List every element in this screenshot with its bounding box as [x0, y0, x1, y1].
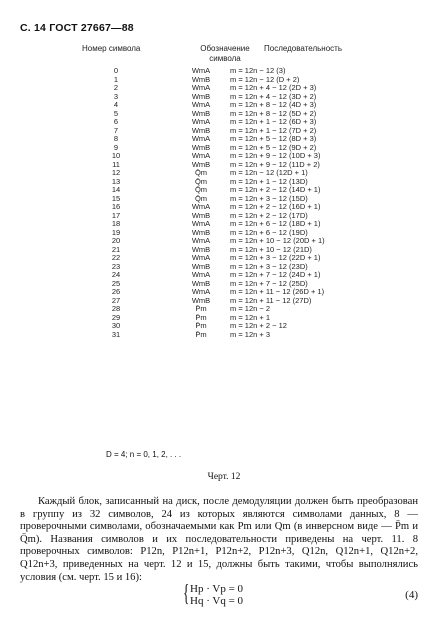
symbol-sequence-cell: m = 12n + 2 − 12: [230, 321, 287, 330]
symbol-sequence-cell: m = 12n + 1 − 12 (6D + 3): [230, 117, 317, 126]
symbol-number-cell: 30: [111, 321, 121, 330]
column-header-number: Номер символа: [82, 44, 141, 53]
symbol-number-cell: 19: [111, 227, 121, 237]
symbol-designation-cell: P̄m: [195, 329, 207, 339]
body-paragraph: Каждый блок, записанный на диск, после демодуляции должен быть преобразован в группу из 32 символов, 24 из которых являются символами данных, 8 — проверочными символами, обозначаемыми как Pm или Qm (в инверсном виде — P̄m и Q̄m). Названия символов и их последовательности приведены на черт. 11. 8 проверочных символов: P12n, P12n+1, P12n+2, P12n+3, Q12n, Q12n+1, Q12n+2, Q12n+3, приведенных на черт. 12 и 15, должны быть такими, чтобы выполнялись условия (см. черт. 15 и 16):: [20, 496, 418, 583]
symbol-number-cell: 22: [111, 253, 121, 262]
equation-number: (4): [405, 589, 418, 601]
symbol-sequence-cell: m = 12n + 2 − 12 (17D): [230, 210, 308, 220]
symbol-number-cell: 12: [111, 168, 121, 177]
symbol-designation-cell: WmB: [191, 91, 211, 101]
symbol-sequence-cell: m = 12n + 11 − 12 (26D + 1): [230, 287, 325, 296]
symbol-number-cell: 24: [111, 270, 121, 279]
symbol-number-cell: 6: [113, 117, 119, 126]
symbol-sequence-cell: m = 12n + 2 − 12 (14D + 1): [230, 185, 321, 194]
column-header-symbol: Обозначение символа: [200, 44, 250, 63]
symbol-designation-cell: WmA: [191, 270, 211, 279]
symbol-number-cell: 4: [113, 100, 119, 109]
symbol-sequence-cell: m = 12n + 3 − 12 (23D): [230, 261, 308, 271]
symbol-designation-cell: WmB: [191, 244, 211, 254]
symbol-number-cell: 21: [111, 244, 121, 254]
symbol-sequence-cell: m = 12n + 10 − 12 (20D + 1): [230, 236, 325, 245]
formula-system: [183, 581, 244, 607]
symbol-designation-cell: Q̄m: [194, 193, 208, 203]
formula-line-1: Hp · Vp = 0: [190, 583, 244, 595]
symbol-sequence-cell: m = 12n + 5 − 12 (9D + 2): [230, 142, 317, 152]
symbol-designation-cell: P̄m: [195, 312, 207, 322]
symbol-designation-cell: WmB: [191, 295, 211, 305]
symbol-number-cell: 13: [111, 176, 121, 186]
symbol-sequence-cell: m = 12n + 5 − 12 (8D + 3): [230, 134, 317, 143]
symbol-number-cell: 26: [111, 287, 121, 296]
symbol-sequence-cell: m = 12n + 2 − 12 (16D + 1): [230, 202, 321, 211]
symbol-number-cell: 28: [111, 304, 121, 313]
symbol-sequence-cell: m = 12n + 4 − 12 (2D + 3): [230, 83, 317, 92]
symbol-sequence-cell: m = 12n + 3 − 12 (15D): [230, 193, 308, 203]
symbol-number-cell: 25: [111, 278, 121, 288]
symbol-number-cell: 8: [113, 134, 119, 143]
symbol-table: [60, 67, 325, 339]
symbol-sequence-cell: m = 12n + 10 − 12 (21D): [230, 244, 312, 254]
symbol-sequence-cell: m = 12n + 11 − 12 (27D): [230, 295, 312, 305]
symbol-designation-cell: WmA: [191, 219, 211, 228]
symbol-number-cell: 9: [113, 142, 119, 152]
symbol-designation-cell: P̄m: [195, 321, 207, 330]
symbol-sequence-cell: m = 12n + 9 − 12 (11D + 2): [230, 159, 320, 169]
symbol-designation-cell: WmB: [191, 74, 211, 84]
symbol-designation-cell: WmB: [191, 159, 211, 169]
symbol-designation-cell: WmA: [191, 253, 211, 262]
symbol-designation-cell: WmB: [191, 210, 211, 220]
symbol-table-body: [60, 67, 325, 339]
symbol-sequence-cell: m = 12n + 8 − 12 (5D + 2): [230, 108, 317, 118]
symbol-sequence-cell: m = 12n + 6 − 12 (18D + 1): [230, 219, 321, 228]
symbol-designation-cell: Q̄m: [194, 176, 208, 186]
symbol-designation-cell: WmB: [191, 261, 211, 271]
symbol-designation-cell: P̄m: [195, 304, 207, 313]
symbol-designation-cell: Q̄m: [194, 168, 208, 177]
symbol-number-cell: 5: [113, 108, 119, 118]
column-header-sequence: Последовательность: [264, 44, 342, 53]
symbol-number-cell: 0: [113, 66, 119, 75]
symbol-number-cell: 2: [113, 83, 119, 92]
symbol-sequence-cell: m = 12n + 8 − 12 (4D + 3): [230, 100, 317, 109]
symbol-sequence-cell: m = 12n + 6 − 12 (19D): [230, 227, 308, 237]
left-brace: {: [183, 581, 190, 607]
symbol-number-cell: 10: [111, 151, 121, 160]
symbol-sequence-cell: m = 12n + 9 − 12 (10D + 3): [230, 151, 321, 160]
symbol-number-cell: 20: [111, 236, 121, 245]
table-row: [60, 331, 325, 340]
symbol-designation-cell: WmB: [191, 278, 211, 288]
symbol-sequence-cell: m = 12n − 12 (12D + 1): [230, 168, 308, 177]
symbol-designation-cell: WmB: [191, 227, 211, 237]
symbol-sequence-cell: m = 12n + 1 − 12 (13D): [230, 176, 308, 186]
symbol-designation-cell: WmA: [191, 66, 211, 75]
symbol-designation-cell: WmB: [191, 125, 211, 135]
symbol-number-cell: 29: [111, 312, 121, 322]
symbol-designation-cell: WmA: [191, 236, 211, 245]
symbol-number-cell: 11: [112, 159, 120, 169]
figure-caption: Черт. 12: [207, 472, 241, 482]
symbol-designation-cell: WmA: [191, 117, 211, 126]
symbol-sequence-cell: m = 12n + 7 − 12 (24D + 1): [230, 270, 321, 279]
table-note: D = 4; n = 0, 1, 2, . . .: [106, 450, 182, 459]
symbol-number-cell: 7: [113, 125, 119, 135]
symbol-number-cell: 23: [111, 261, 121, 271]
symbol-number-cell: 1: [113, 74, 119, 84]
symbol-number-cell: 17: [111, 210, 121, 220]
symbol-number-cell: 31: [111, 329, 121, 339]
symbol-sequence-cell: m = 12n + 4 − 12 (3D + 2): [230, 91, 317, 101]
symbol-number-cell: 14: [111, 185, 121, 194]
symbol-sequence-cell: m = 12n + 1 − 12 (7D + 2): [230, 125, 317, 135]
symbol-designation-cell: WmB: [191, 108, 211, 118]
symbol-number-cell: 3: [113, 91, 119, 101]
symbol-sequence-cell: m = 12n + 3: [230, 329, 271, 339]
symbol-designation-cell: WmA: [191, 134, 211, 143]
symbol-designation-cell: WmA: [191, 202, 211, 211]
symbol-sequence-cell: m = 12n + 7 − 12 (25D): [230, 278, 308, 288]
symbol-number-cell: 18: [111, 219, 121, 228]
formula-line-2: Hq · Vq = 0: [190, 595, 244, 607]
symbol-designation-cell: WmA: [191, 83, 211, 92]
symbol-number-cell: 16: [111, 202, 121, 211]
symbol-designation-cell: Q̄m: [194, 185, 208, 194]
symbol-designation-cell: WmA: [191, 151, 211, 160]
symbol-number-cell: 15: [111, 193, 121, 203]
table-row: [60, 305, 325, 314]
symbol-number-cell: 27: [111, 295, 121, 305]
symbol-sequence-cell: m = 12n − 12 (D + 2): [230, 74, 300, 84]
symbol-sequence-cell: m = 12n − 12 (3): [230, 66, 286, 75]
symbol-designation-cell: WmA: [191, 287, 211, 296]
symbol-designation-cell: WmB: [191, 142, 211, 152]
table-row: [60, 322, 325, 331]
page-header: С. 14 ГОСТ 27667—88: [20, 22, 134, 34]
table-row: [60, 297, 325, 306]
symbol-sequence-cell: m = 12n − 2: [230, 304, 271, 313]
symbol-designation-cell: WmA: [191, 100, 211, 109]
symbol-sequence-cell: m = 12n + 1: [230, 312, 271, 322]
symbol-sequence-cell: m = 12n + 3 − 12 (22D + 1): [230, 253, 321, 262]
